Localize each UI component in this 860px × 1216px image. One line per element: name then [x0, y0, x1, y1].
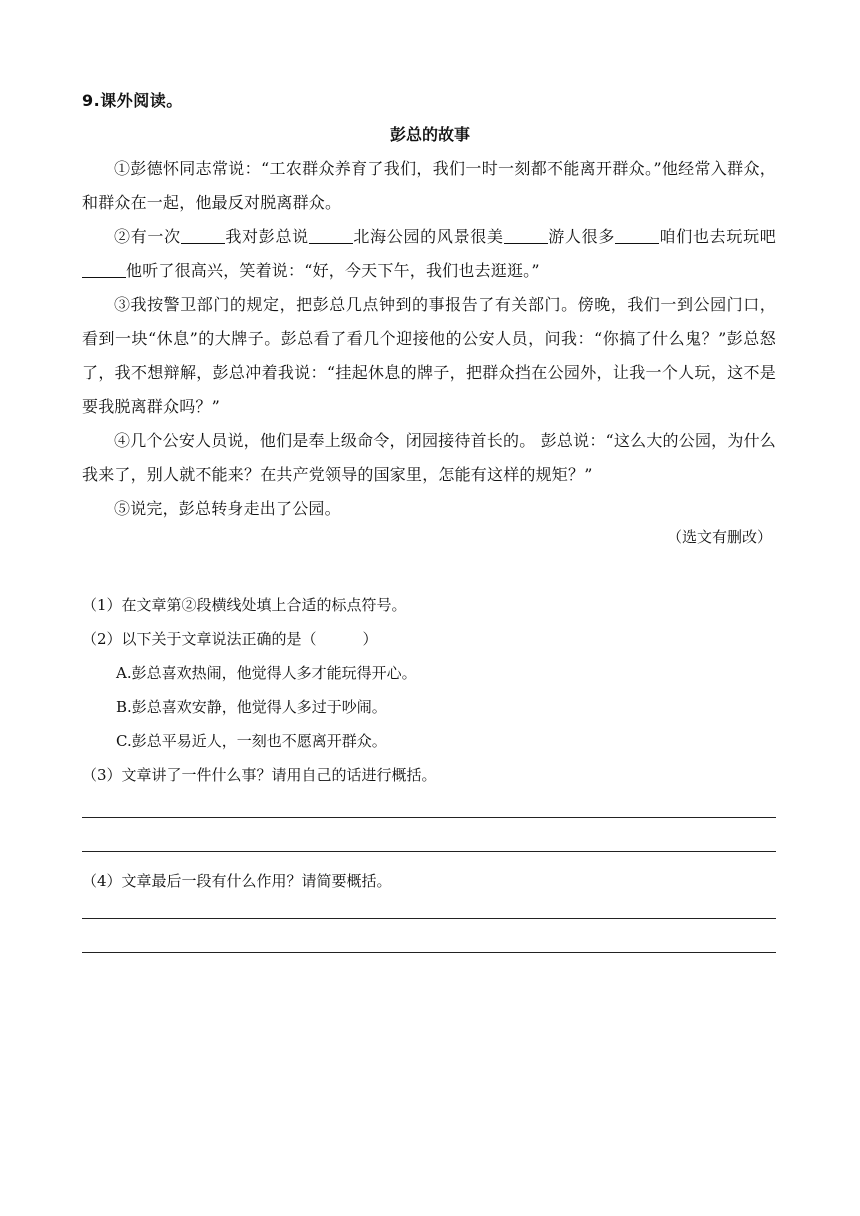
p2-text: 游人很多 [547, 227, 616, 246]
answer-line-q4-2[interactable] [82, 952, 776, 953]
punctuation-blank-5[interactable] [82, 261, 126, 278]
punctuation-blank-4[interactable] [615, 227, 659, 244]
p2-text: 咱们也去玩玩吧 [659, 227, 776, 246]
passage-title: 彭总的故事 [389, 125, 470, 144]
paragraph-2 [82, 220, 776, 288]
p2-text: 他听了很高兴，笑着说：“好，今天下午，我们也去逛逛。” [126, 261, 540, 280]
option-b[interactable]: B.彭总喜欢安静，他觉得人多过于吵闹。 [116, 698, 387, 716]
answer-line-q3-2[interactable] [82, 851, 776, 852]
question-2-text: （2）以下关于文章说法正确的是（ [82, 630, 317, 648]
punctuation-blank-1[interactable] [181, 227, 225, 244]
answer-line-q4-1[interactable] [82, 918, 776, 919]
option-c[interactable]: C.彭总平易近人，一刻也不愿离开群众。 [116, 732, 387, 750]
paragraph-1: ①彭德怀同志常说：“工农群众养育了我们，我们一时一刻都不能离开群众。”他经常入群众，和群众在一起，他最反对脱离群众。 [82, 159, 776, 212]
p2-text: ②有一次 [114, 227, 181, 246]
option-a[interactable]: A.彭总喜欢热闹，他觉得人多才能玩得开心。 [116, 664, 417, 682]
punctuation-blank-3[interactable] [504, 227, 548, 244]
question-1: （1）在文章第②段横线处填上合适的标点符号。 [82, 596, 407, 614]
source-note: （选文有删改） [666, 528, 772, 546]
section-heading: 9.课外阅读。 [82, 91, 183, 110]
p2-text: 我对彭总说 [224, 227, 309, 246]
paragraph-3: ③我按警卫部门的规定，把彭总几点钟到的事报告了有关部门。傍晚，我们一到公园门口，看到一块“休息”的大牌子。彭总看了看几个迎接他的公安人员，问我：“你搞了什么鬼？”彭总怒了，我不想辩解，彭总冲着我说：“挂起休息的牌子，把群众挡在公园外，让我一个人玩，这不是要我脱离群众吗？” [82, 295, 776, 416]
punctuation-blank-2[interactable] [309, 227, 353, 244]
question-2-close: ） [362, 630, 378, 648]
p2-text: 北海公园的风景很美 [352, 227, 504, 246]
question-2 [82, 628, 378, 649]
paragraph-4: ④几个公安人员说，他们是奉上级命令，闭园接待首长的。 彭总说：“这么大的公园，为什么我来了，别人就不能来？在共产党领导的国家里，怎能有这样的规矩？” [82, 431, 776, 484]
question-4: （4）文章最后一段有什么作用？请简要概括。 [82, 872, 392, 890]
answer-line-q3-1[interactable] [82, 817, 776, 818]
reading-passage [82, 152, 776, 526]
paragraph-5: ⑤说完，彭总转身走出了公园。 [114, 499, 341, 518]
question-3: （3）文章讲了一件什么事？请用自己的话进行概括。 [82, 766, 437, 784]
